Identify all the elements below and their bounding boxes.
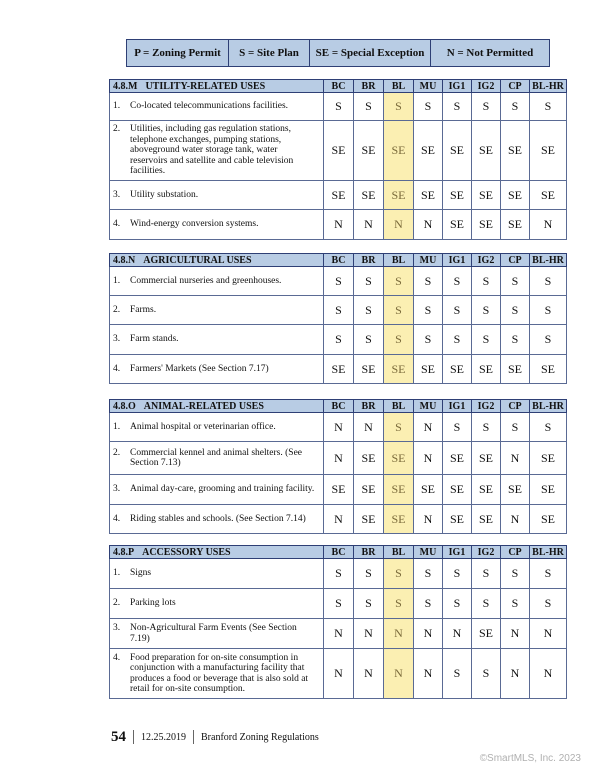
permission-cell-ig2: SE [472, 505, 501, 534]
row-text: Food preparation for on-site consumption in conjunction with a manufacturing facility that produces a food or beverage that is also sold at retail for on-site consumption. [130, 652, 309, 694]
section-title [110, 400, 324, 413]
permission-cell-br: N [354, 619, 384, 649]
permission-cell-mu: N [414, 505, 443, 534]
column-header-ig1: IG1 [443, 546, 472, 559]
row-number: 4. [113, 513, 121, 524]
permission-cell-br: SE [354, 505, 384, 534]
permission-cell-cp: SE [501, 210, 530, 240]
permission-cell-mu: N [414, 619, 443, 649]
permission-cell-bl-hr: SE [530, 475, 567, 505]
permission-cell-ig2: S [472, 649, 501, 699]
column-header-cp: CP [501, 254, 530, 267]
permission-cell-mu: N [414, 649, 443, 699]
row-number: 4. [113, 219, 121, 230]
column-header-bl: BL [384, 254, 414, 267]
row-number: 2. [113, 304, 121, 315]
row-text: Co-located telecommunications facilities. [130, 101, 289, 112]
use-description [110, 589, 324, 619]
section-code: 4.8.P [113, 546, 135, 558]
permission-cell-ig2: S [472, 296, 501, 325]
permission-cell-mu: S [414, 267, 443, 296]
permission-cell-bl-hr: S [530, 93, 567, 121]
table-row [110, 267, 567, 296]
column-header-bc: BC [324, 80, 354, 93]
permission-cell-bc: N [324, 505, 354, 534]
permission-cell-cp: SE [501, 475, 530, 505]
permission-cell-bc: S [324, 267, 354, 296]
permission-cell-bc: SE [324, 355, 354, 384]
permission-cell-bl: S [384, 559, 414, 589]
use-description [110, 442, 324, 475]
row-text: Farm stands. [130, 334, 179, 345]
use-description [110, 267, 324, 296]
use-description [110, 559, 324, 589]
legend-site-plan: S = Site Plan [229, 40, 310, 66]
permission-cell-cp: N [501, 505, 530, 534]
column-header-bl: BL [384, 80, 414, 93]
use-description [110, 325, 324, 355]
row-number: 3. [113, 189, 121, 200]
permission-cell-ig1: SE [443, 475, 472, 505]
row-number: 3. [113, 484, 121, 495]
permission-cell-bc: S [324, 296, 354, 325]
use-table-4-8-o [109, 399, 567, 534]
table-row [110, 210, 567, 240]
permission-cell-bl: SE [384, 355, 414, 384]
permission-cell-bl-hr: S [530, 559, 567, 589]
permission-cell-mu: SE [414, 355, 443, 384]
permission-cell-cp: S [501, 93, 530, 121]
permission-cell-bl-hr: S [530, 325, 567, 355]
table-header-row [110, 400, 567, 413]
permission-cell-mu: S [414, 559, 443, 589]
permission-cell-ig1: S [443, 649, 472, 699]
permission-cell-bl-hr: N [530, 619, 567, 649]
use-description [110, 619, 324, 649]
permission-cell-bl: S [384, 325, 414, 355]
row-number: 1. [113, 275, 121, 286]
column-header-bc: BC [324, 400, 354, 413]
permission-cell-bc: N [324, 649, 354, 699]
permission-cell-br: S [354, 589, 384, 619]
row-text: Commercial kennel and animal shelters. (See Section 7.13) [130, 447, 302, 468]
table-row [110, 413, 567, 442]
use-description [110, 475, 324, 505]
row-text: Parking lots [130, 598, 176, 609]
footer-date: 12.25.2019 [141, 731, 186, 743]
permission-cell-ig1: S [443, 296, 472, 325]
permission-cell-bc: S [324, 93, 354, 121]
row-text: Farms. [130, 304, 157, 315]
permission-cell-ig1: S [443, 559, 472, 589]
row-text: Wind-energy conversion systems. [130, 219, 259, 230]
column-header-bl-hr: BL-HR [530, 546, 567, 559]
permission-cell-br: N [354, 413, 384, 442]
permission-cell-bl-hr: SE [530, 505, 567, 534]
column-header-cp: CP [501, 400, 530, 413]
permission-cell-ig1: S [443, 589, 472, 619]
permission-cell-mu: S [414, 93, 443, 121]
permission-cell-bl-hr: N [530, 210, 567, 240]
permission-cell-bl-hr: S [530, 413, 567, 442]
section-name: ACCESSORY USES [142, 546, 231, 558]
permission-cell-br: SE [354, 181, 384, 210]
permission-cell-bl: S [384, 93, 414, 121]
permission-cell-mu: S [414, 589, 443, 619]
footer-divider [193, 730, 194, 744]
permission-cell-cp: SE [501, 355, 530, 384]
column-header-mu: MU [414, 80, 443, 93]
permission-cell-ig1: S [443, 413, 472, 442]
column-header-cp: CP [501, 546, 530, 559]
permission-cell-br: S [354, 93, 384, 121]
column-header-ig1: IG1 [443, 80, 472, 93]
table-row [110, 649, 567, 699]
permission-cell-bc: S [324, 559, 354, 589]
row-text: Signs [130, 568, 152, 579]
permission-cell-cp: SE [501, 181, 530, 210]
permission-cell-ig1: S [443, 325, 472, 355]
permission-cell-mu: N [414, 413, 443, 442]
table-row [110, 505, 567, 534]
table-row [110, 325, 567, 355]
table-row [110, 181, 567, 210]
footer-document-title: Branford Zoning Regulations [201, 731, 319, 743]
permission-cell-bl-hr: SE [530, 442, 567, 475]
section-title [110, 546, 324, 559]
permission-cell-bc: N [324, 210, 354, 240]
permission-cell-cp: N [501, 649, 530, 699]
permission-cell-br: SE [354, 355, 384, 384]
permission-cell-mu: SE [414, 475, 443, 505]
row-number: 1. [113, 568, 121, 579]
permission-cell-bl-hr: S [530, 589, 567, 619]
row-number: 2. [113, 598, 121, 609]
permission-cell-cp: S [501, 413, 530, 442]
permission-cell-ig2: S [472, 325, 501, 355]
permission-cell-bl: S [384, 267, 414, 296]
permission-cell-bl-hr: N [530, 649, 567, 699]
column-header-br: BR [354, 546, 384, 559]
row-text: Animal hospital or veterinarian office. [130, 421, 276, 432]
permission-cell-br: SE [354, 121, 384, 181]
column-header-ig2: IG2 [472, 254, 501, 267]
permission-cell-ig2: SE [472, 475, 501, 505]
table-header-row [110, 254, 567, 267]
page-footer [111, 727, 319, 747]
table-row [110, 559, 567, 589]
row-number: 1. [113, 101, 121, 112]
permission-cell-bl: N [384, 210, 414, 240]
row-number: 3. [113, 334, 121, 345]
footer-divider [133, 730, 134, 744]
column-header-ig1: IG1 [443, 254, 472, 267]
permission-cell-bc: N [324, 442, 354, 475]
permission-cell-ig1: S [443, 267, 472, 296]
permission-cell-ig2: SE [472, 355, 501, 384]
permission-cell-cp: SE [501, 121, 530, 181]
permission-cell-ig2: S [472, 589, 501, 619]
legend-zoning-permit: P = Zoning Permit [127, 40, 229, 66]
permission-cell-mu: S [414, 325, 443, 355]
column-header-mu: MU [414, 254, 443, 267]
table-row [110, 442, 567, 475]
permission-cell-bl-hr: SE [530, 355, 567, 384]
table-header-row [110, 546, 567, 559]
section-title [110, 80, 324, 93]
section-name: UTILITY-RELATED USES [145, 80, 266, 92]
use-description [110, 181, 324, 210]
row-number: 3. [113, 623, 121, 633]
permission-cell-bc: SE [324, 181, 354, 210]
permission-cell-cp: N [501, 442, 530, 475]
permission-cell-bl-hr: S [530, 296, 567, 325]
table-row [110, 619, 567, 649]
permission-cell-cp: S [501, 589, 530, 619]
column-header-br: BR [354, 254, 384, 267]
permission-cell-ig1: SE [443, 181, 472, 210]
use-description [110, 505, 324, 534]
use-table-4-8-p [109, 545, 567, 699]
row-text: Non-Agricultural Farm Events (See Section 7.19) [130, 623, 297, 644]
table-row [110, 475, 567, 505]
permission-cell-mu: N [414, 442, 443, 475]
permission-cell-bl: N [384, 649, 414, 699]
permission-cell-ig2: S [472, 559, 501, 589]
section-code: 4.8.O [113, 400, 136, 412]
row-text: Riding stables and schools. (See Section 7.14) [130, 513, 306, 524]
permission-cell-cp: N [501, 619, 530, 649]
section-name: AGRICULTURAL USES [143, 254, 252, 266]
row-text: Utilities, including gas regulation stations, telephone exchanges, pumping stations, aboveground water storage tank, water reservoirs and satellite and cable television facilities. [130, 124, 294, 177]
permission-cell-bl: SE [384, 181, 414, 210]
row-text: Commercial nurseries and greenhouses. [130, 275, 282, 286]
use-description [110, 355, 324, 384]
permission-cell-bl: SE [384, 121, 414, 181]
row-text: Utility substation. [130, 189, 199, 200]
permission-cell-ig2: S [472, 413, 501, 442]
table-row [110, 121, 567, 181]
legend-not-permitted: N = Not Permitted [446, 47, 534, 59]
use-description [110, 413, 324, 442]
use-table-4-8-m [109, 79, 567, 240]
legend-special-exception: SE = Special Exception [310, 40, 431, 66]
permission-cell-ig1: SE [443, 210, 472, 240]
column-header-bl: BL [384, 546, 414, 559]
section-name: ANIMAL-RELATED USES [143, 400, 264, 412]
permission-cell-cp: S [501, 325, 530, 355]
permission-cell-br: S [354, 559, 384, 589]
permission-cell-mu: SE [414, 181, 443, 210]
column-header-bl-hr: BL-HR [530, 80, 567, 93]
column-header-ig2: IG2 [472, 400, 501, 413]
column-header-bl: BL [384, 400, 414, 413]
row-number: 2. [113, 447, 121, 458]
table-row [110, 355, 567, 384]
column-header-mu: MU [414, 400, 443, 413]
column-header-br: BR [354, 400, 384, 413]
row-text: Animal day-care, grooming and training facility. [130, 484, 315, 495]
permission-cell-cp: S [501, 267, 530, 296]
table-row [110, 93, 567, 121]
permission-cell-bl: SE [384, 475, 414, 505]
use-description [110, 296, 324, 325]
table-row [110, 296, 567, 325]
column-header-ig2: IG2 [472, 80, 501, 93]
use-description [110, 121, 324, 181]
permission-cell-ig1: SE [443, 505, 472, 534]
permission-cell-ig1: S [443, 93, 472, 121]
permission-cell-br: S [354, 267, 384, 296]
permission-cell-bl: SE [384, 505, 414, 534]
use-description [110, 93, 324, 121]
permission-cell-bl-hr: SE [530, 121, 567, 181]
section-title [110, 254, 324, 267]
permission-cell-br: SE [354, 442, 384, 475]
use-description [110, 649, 324, 699]
permission-cell-bl-hr: SE [530, 181, 567, 210]
permission-cell-cp: S [501, 296, 530, 325]
row-text: Farmers' Markets (See Section 7.17) [130, 363, 269, 374]
permission-cell-mu: N [414, 210, 443, 240]
permission-cell-bl: SE [384, 442, 414, 475]
permission-cell-bl: N [384, 619, 414, 649]
table-header-row [110, 80, 567, 93]
row-number: 1. [113, 421, 121, 432]
row-number: 2. [113, 124, 121, 135]
permission-cell-bl: S [384, 589, 414, 619]
permission-cell-ig1: SE [443, 121, 472, 181]
permission-cell-ig2: S [472, 93, 501, 121]
permission-cell-br: N [354, 649, 384, 699]
permission-cell-ig1: SE [443, 355, 472, 384]
column-header-bl-hr: BL-HR [530, 400, 567, 413]
table-row [110, 589, 567, 619]
column-header-ig2: IG2 [472, 546, 501, 559]
permission-cell-bc: S [324, 325, 354, 355]
permission-cell-ig2: SE [472, 442, 501, 475]
permission-cell-ig2: S [472, 267, 501, 296]
permission-cell-bc: N [324, 619, 354, 649]
permission-cell-bl: S [384, 413, 414, 442]
permission-cell-ig2: SE [472, 619, 501, 649]
permission-cell-bc: SE [324, 475, 354, 505]
use-table-4-8-n [109, 253, 567, 384]
section-code: 4.8.N [113, 254, 136, 266]
permission-cell-mu: SE [414, 121, 443, 181]
permission-cell-bc: N [324, 413, 354, 442]
legend-bar [126, 39, 550, 67]
permission-cell-cp: S [501, 559, 530, 589]
column-header-bc: BC [324, 546, 354, 559]
permission-cell-br: SE [354, 475, 384, 505]
permission-cell-ig1: SE [443, 442, 472, 475]
permission-cell-mu: S [414, 296, 443, 325]
permission-cell-bc: S [324, 589, 354, 619]
use-description [110, 210, 324, 240]
permission-cell-br: S [354, 325, 384, 355]
copyright-watermark: ©SmartMLS, Inc. 2023 [479, 753, 581, 764]
permission-cell-br: S [354, 296, 384, 325]
page-number: 54 [111, 728, 126, 745]
permission-cell-ig2: SE [472, 181, 501, 210]
permission-cell-br: N [354, 210, 384, 240]
column-header-bc: BC [324, 254, 354, 267]
permission-cell-bl: S [384, 296, 414, 325]
column-header-cp: CP [501, 80, 530, 93]
permission-cell-ig2: SE [472, 210, 501, 240]
permission-cell-ig2: SE [472, 121, 501, 181]
column-header-mu: MU [414, 546, 443, 559]
section-code: 4.8.M [113, 80, 138, 92]
row-number: 4. [113, 363, 121, 374]
column-header-bl-hr: BL-HR [530, 254, 567, 267]
column-header-br: BR [354, 80, 384, 93]
row-number: 4. [113, 652, 121, 663]
column-header-ig1: IG1 [443, 400, 472, 413]
permission-cell-bl-hr: S [530, 267, 567, 296]
permission-cell-ig1: N [443, 619, 472, 649]
permission-cell-bc: SE [324, 121, 354, 181]
